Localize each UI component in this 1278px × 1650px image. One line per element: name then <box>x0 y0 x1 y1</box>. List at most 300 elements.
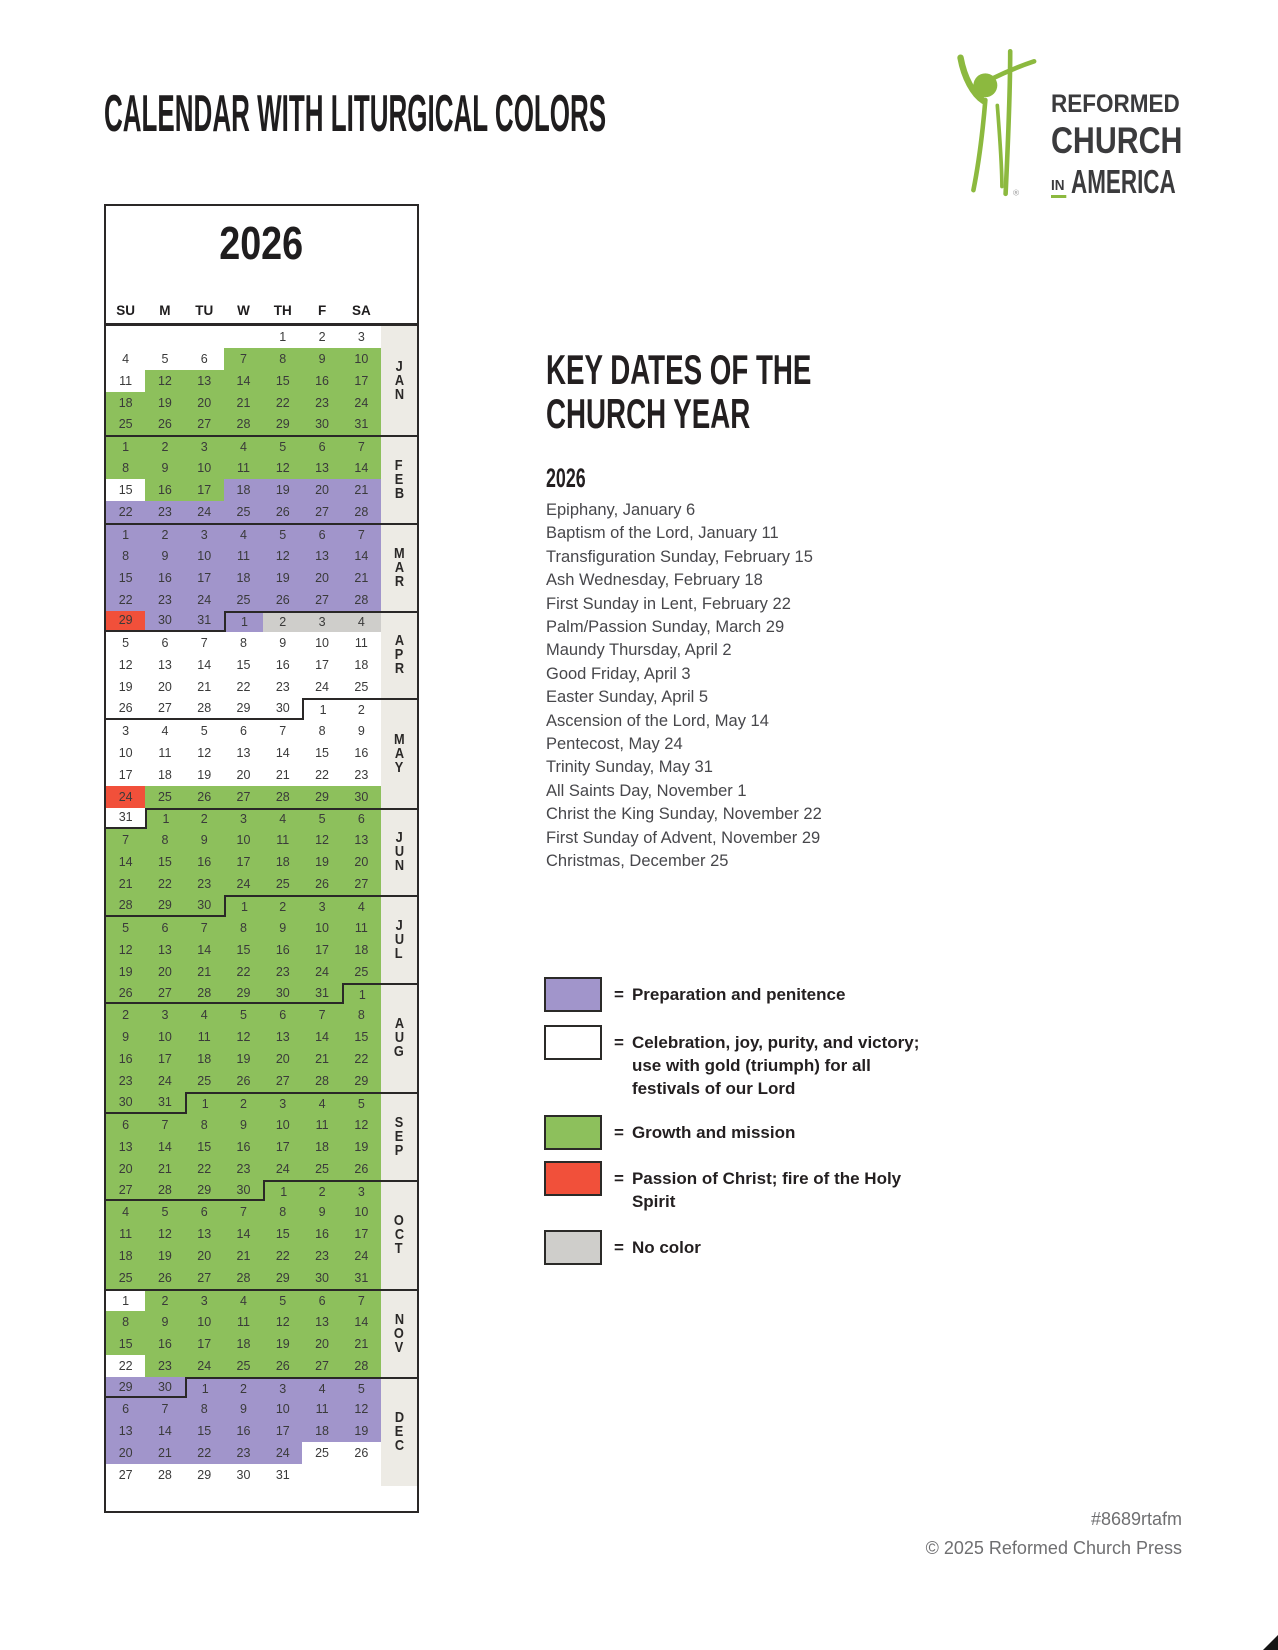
day-cell: 11 <box>342 632 381 654</box>
day-cell: 15 <box>263 1223 302 1245</box>
day-cell: 5 <box>342 1377 381 1399</box>
day-cell: 7 <box>185 917 224 939</box>
day-cell: 12 <box>263 1311 302 1333</box>
day-cell: 28 <box>342 501 381 523</box>
day-cell: 8 <box>106 457 145 479</box>
day-cell: 25 <box>224 589 263 611</box>
legend-label: Passion of Christ; fire of the Holy Spirit <box>631 1169 902 1211</box>
day-cell: 26 <box>342 1442 381 1464</box>
day-cell: 22 <box>224 961 263 983</box>
day-cell: 20 <box>263 1048 302 1070</box>
month-letter: J <box>395 829 403 847</box>
day-cell: 17 <box>342 370 381 392</box>
empty-day-cell <box>145 326 184 348</box>
day-cell: 24 <box>185 1355 224 1377</box>
month-letter: E <box>394 1127 404 1145</box>
day-cell: 10 <box>185 545 224 567</box>
day-cell: 16 <box>224 1420 263 1442</box>
day-cell: 24 <box>185 589 224 611</box>
day-cell: 28 <box>342 1355 381 1377</box>
day-cell: 2 <box>263 895 302 917</box>
day-cell: 18 <box>263 851 302 873</box>
day-cell: 20 <box>145 961 184 983</box>
day-cell: 7 <box>263 720 302 742</box>
day-cell: 21 <box>342 1333 381 1355</box>
day-cell: 20 <box>302 479 341 501</box>
day-cell: 28 <box>302 1070 341 1092</box>
empty-day-cell <box>302 1464 341 1486</box>
day-cell: 18 <box>145 764 184 786</box>
day-cell: 25 <box>224 501 263 523</box>
day-cell: 23 <box>106 1070 145 1092</box>
day-cell: 15 <box>224 939 263 961</box>
key-date-item: Trinity Sunday, May 31 <box>546 758 713 777</box>
day-cell: 26 <box>302 873 341 895</box>
day-cell: 20 <box>342 851 381 873</box>
day-cell: 9 <box>145 1311 184 1333</box>
day-cell: 8 <box>145 829 184 851</box>
day-cell: 5 <box>185 720 224 742</box>
day-cell: 2 <box>342 698 381 720</box>
day-cell: 29 <box>302 786 341 808</box>
day-cell: 16 <box>342 742 381 764</box>
day-cell: 26 <box>106 983 145 1005</box>
day-cell: 18 <box>342 654 381 676</box>
month-letter: P <box>394 646 404 664</box>
day-cell: 8 <box>185 1398 224 1420</box>
legend-item-n <box>544 1230 964 1265</box>
day-cell: 8 <box>342 1004 381 1026</box>
legend-label: Preparation and penitence <box>631 985 846 1004</box>
day-cell: 6 <box>145 917 184 939</box>
day-cell: 2 <box>302 326 341 348</box>
day-cell: 9 <box>224 1398 263 1420</box>
day-cell: 29 <box>106 1377 145 1399</box>
month-letter: N <box>394 385 404 403</box>
day-cell: 24 <box>263 1158 302 1180</box>
month-label-oct <box>381 1180 417 1289</box>
day-cell: 19 <box>106 961 145 983</box>
day-cell: 14 <box>342 545 381 567</box>
day-cell: 10 <box>302 917 341 939</box>
day-cell: 25 <box>342 676 381 698</box>
day-cell: 16 <box>302 370 341 392</box>
day-cell: 24 <box>185 501 224 523</box>
rca-figure-cross-icon <box>955 48 1047 198</box>
month-label-jul <box>381 895 417 983</box>
day-cell: 28 <box>145 1180 184 1202</box>
day-cell: 23 <box>302 1245 341 1267</box>
day-cell: 3 <box>302 895 341 917</box>
day-cell: 30 <box>106 1092 145 1114</box>
day-cell: 16 <box>302 1223 341 1245</box>
day-cell: 6 <box>302 523 341 545</box>
month-letter: C <box>394 1226 404 1244</box>
day-cell: 16 <box>145 1333 184 1355</box>
day-cell: 26 <box>263 1355 302 1377</box>
legend-swatch <box>544 1161 602 1196</box>
day-cell: 1 <box>106 523 145 545</box>
day-cell: 22 <box>106 589 145 611</box>
day-cell: 13 <box>106 1420 145 1442</box>
month-letter: P <box>394 1141 404 1159</box>
day-cell: 13 <box>145 939 184 961</box>
day-cell: 31 <box>342 414 381 436</box>
day-cell: 8 <box>302 720 341 742</box>
day-cell: 11 <box>342 917 381 939</box>
day-cell: 7 <box>342 523 381 545</box>
day-cell: 27 <box>185 414 224 436</box>
month-letter: E <box>394 471 404 489</box>
day-cell: 20 <box>224 764 263 786</box>
day-cell: 26 <box>106 698 145 720</box>
day-cell: 23 <box>145 501 184 523</box>
day-cell: 19 <box>106 676 145 698</box>
day-cell: 8 <box>106 1311 145 1333</box>
month-letter: A <box>394 371 404 389</box>
day-cell: 17 <box>145 1048 184 1070</box>
day-cell: 21 <box>263 764 302 786</box>
day-cell: 22 <box>185 1442 224 1464</box>
day-cell: 6 <box>342 808 381 830</box>
day-cell: 2 <box>145 435 184 457</box>
key-dates-year <box>546 464 1006 492</box>
rca-logo-text <box>1051 90 1225 198</box>
day-cell: 19 <box>224 1048 263 1070</box>
day-cell: 3 <box>185 523 224 545</box>
legend-label: No color <box>631 1238 701 1257</box>
day-cell: 31 <box>302 983 341 1005</box>
month-letter: V <box>394 1338 404 1356</box>
month-label-aug <box>381 983 417 1092</box>
day-cell: 24 <box>342 1245 381 1267</box>
day-cell: 13 <box>106 1136 145 1158</box>
day-cell: 25 <box>106 414 145 436</box>
month-letter: O <box>394 1324 404 1342</box>
day-cell: 20 <box>302 567 341 589</box>
legend-swatch <box>544 1115 602 1150</box>
day-cell: 26 <box>263 501 302 523</box>
day-cell: 3 <box>302 611 341 633</box>
day-cell: 23 <box>145 589 184 611</box>
day-cell: 10 <box>185 457 224 479</box>
empty-day-cell <box>106 326 145 348</box>
month-letter: M <box>393 730 405 748</box>
day-cell: 3 <box>185 1289 224 1311</box>
day-cell: 8 <box>224 917 263 939</box>
legend <box>544 977 964 1278</box>
key-dates-heading-line1: KEY DATES OF THE <box>546 346 812 393</box>
day-cell: 4 <box>224 1289 263 1311</box>
day-cell: 28 <box>224 414 263 436</box>
calendar-header <box>106 206 417 326</box>
month-letter: A <box>394 632 404 650</box>
day-cell: 6 <box>106 1398 145 1420</box>
legend-label: Growth and mission <box>631 1123 796 1142</box>
calendar-grid <box>106 326 417 1486</box>
day-cell: 5 <box>263 523 302 545</box>
day-cell: 2 <box>145 523 184 545</box>
day-cell: 21 <box>302 1048 341 1070</box>
day-cell: 24 <box>342 392 381 414</box>
day-cell: 1 <box>145 808 184 830</box>
calendar-year-text: 2026 <box>219 217 304 269</box>
month-label-nov <box>381 1289 417 1377</box>
day-cell: 11 <box>224 545 263 567</box>
month-label-may <box>381 698 417 807</box>
day-cell: 7 <box>342 1289 381 1311</box>
day-cell: 4 <box>302 1377 341 1399</box>
day-cell: 10 <box>224 829 263 851</box>
day-cell: 30 <box>263 983 302 1005</box>
day-cell: 27 <box>302 1355 341 1377</box>
day-cell: 4 <box>224 523 263 545</box>
day-cell: 27 <box>106 1464 145 1486</box>
day-cell: 27 <box>224 786 263 808</box>
day-cell: 26 <box>224 1070 263 1092</box>
day-cell: 19 <box>342 1420 381 1442</box>
legend-swatch <box>544 977 602 1012</box>
day-cell: 5 <box>263 1289 302 1311</box>
day-cell: 4 <box>263 808 302 830</box>
footer-copyright: © 2025 Reformed Church Press <box>925 1538 1182 1558</box>
day-cell: 22 <box>263 392 302 414</box>
day-cell: 24 <box>263 1442 302 1464</box>
day-cell: 29 <box>263 414 302 436</box>
logo-in-text: IN <box>1051 177 1066 198</box>
key-dates-list <box>546 499 1006 874</box>
month-letter: F <box>395 457 403 475</box>
month-letter: O <box>394 1212 404 1230</box>
day-cell: 1 <box>224 895 263 917</box>
day-cell: 4 <box>106 1201 145 1223</box>
day-cell: 23 <box>302 392 341 414</box>
day-cell: 1 <box>263 326 302 348</box>
month-letter: G <box>394 1043 404 1061</box>
day-cell: 4 <box>224 435 263 457</box>
key-dates-panel <box>546 348 1006 874</box>
day-cell: 18 <box>224 479 263 501</box>
day-cell: 20 <box>302 1333 341 1355</box>
key-date-item: First Sunday in Lent, February 22 <box>546 594 791 613</box>
day-cell: 11 <box>185 1026 224 1048</box>
day-cell: 5 <box>342 1092 381 1114</box>
key-date-item: All Saints Day, November 1 <box>546 781 747 800</box>
day-cell: 1 <box>224 611 263 633</box>
day-cell: 14 <box>145 1420 184 1442</box>
day-cell: 18 <box>302 1136 341 1158</box>
day-cell: 5 <box>302 808 341 830</box>
day-cell: 24 <box>302 961 341 983</box>
day-cell: 26 <box>145 414 184 436</box>
day-cell: 23 <box>224 1158 263 1180</box>
day-cell: 14 <box>224 1223 263 1245</box>
month-label-apr <box>381 611 417 699</box>
day-cell: 19 <box>263 567 302 589</box>
day-cell: 25 <box>224 1355 263 1377</box>
day-cell: 10 <box>302 632 341 654</box>
day-cell: 19 <box>145 1245 184 1267</box>
month-letter: J <box>395 357 403 375</box>
day-cell: 22 <box>302 764 341 786</box>
day-cell: 5 <box>263 435 302 457</box>
day-cell: 3 <box>263 1092 302 1114</box>
day-cell: 30 <box>342 786 381 808</box>
equals-sign: = <box>614 1033 624 1052</box>
equals-sign: = <box>614 1169 624 1188</box>
day-cell: 29 <box>263 1267 302 1289</box>
month-letter: U <box>394 1029 404 1047</box>
day-cell: 17 <box>302 654 341 676</box>
month-letter: D <box>394 1409 404 1427</box>
day-cell: 24 <box>145 1070 184 1092</box>
day-cell: 25 <box>145 786 184 808</box>
day-cell: 8 <box>185 1114 224 1136</box>
key-date-item: Pentecost, May 24 <box>546 735 683 754</box>
day-cell: 10 <box>342 1201 381 1223</box>
day-cell: 27 <box>106 1180 145 1202</box>
day-header: M <box>159 302 171 318</box>
day-cell: 9 <box>145 457 184 479</box>
day-cell: 19 <box>302 851 341 873</box>
day-cell: 25 <box>185 1070 224 1092</box>
day-cell: 16 <box>106 1048 145 1070</box>
day-cell: 7 <box>185 632 224 654</box>
legend-item-p <box>544 977 964 1012</box>
day-cell: 1 <box>185 1377 224 1399</box>
key-date-item: Transfiguration Sunday, February 15 <box>546 547 813 566</box>
day-cell: 2 <box>145 1289 184 1311</box>
day-cell: 21 <box>145 1442 184 1464</box>
legend-item-w <box>544 1025 964 1100</box>
day-cell: 3 <box>185 435 224 457</box>
day-cell: 27 <box>145 698 184 720</box>
day-cell: 24 <box>106 786 145 808</box>
day-cell: 6 <box>185 1201 224 1223</box>
key-date-item: Epiphany, January 6 <box>546 501 696 519</box>
day-cell: 27 <box>342 873 381 895</box>
day-cell: 13 <box>224 742 263 764</box>
month-letter: A <box>394 1015 404 1033</box>
key-date-item: Christmas, December 25 <box>546 852 729 871</box>
day-cell: 11 <box>106 370 145 392</box>
day-cell: 12 <box>145 1223 184 1245</box>
day-cell: 12 <box>263 545 302 567</box>
day-cell: 27 <box>145 983 184 1005</box>
day-cell: 12 <box>263 457 302 479</box>
day-cell: 21 <box>185 676 224 698</box>
day-cell: 12 <box>224 1026 263 1048</box>
key-dates-heading <box>546 348 1006 436</box>
day-cell: 6 <box>302 1289 341 1311</box>
rca-logo <box>955 48 1225 198</box>
day-cell: 4 <box>185 1004 224 1026</box>
day-cell: 17 <box>342 1223 381 1245</box>
key-dates-heading-line2: CHURCH YEAR <box>546 390 751 437</box>
day-cell: 10 <box>145 1026 184 1048</box>
empty-day-cell <box>224 326 263 348</box>
day-cell: 1 <box>106 1289 145 1311</box>
logo-line-in-america <box>1051 165 1225 198</box>
day-cell: 9 <box>224 1114 263 1136</box>
day-cell: 9 <box>302 348 341 370</box>
day-cell: 15 <box>185 1420 224 1442</box>
day-cell: 12 <box>302 829 341 851</box>
day-cell: 29 <box>185 1464 224 1486</box>
day-cell: 31 <box>263 1464 302 1486</box>
day-cell: 3 <box>342 326 381 348</box>
day-cell: 11 <box>106 1223 145 1245</box>
day-cell: 6 <box>302 435 341 457</box>
day-cell: 9 <box>263 632 302 654</box>
day-cell: 18 <box>106 392 145 414</box>
day-cell: 22 <box>185 1158 224 1180</box>
day-cell: 26 <box>263 589 302 611</box>
day-cell: 15 <box>106 479 145 501</box>
day-cell: 16 <box>263 939 302 961</box>
day-cell: 31 <box>145 1092 184 1114</box>
page-title-text: CALENDAR WITH LITURGICAL COLORS <box>104 85 607 143</box>
day-cell: 1 <box>263 1180 302 1202</box>
day-cell: 20 <box>106 1158 145 1180</box>
day-cell: 20 <box>185 1245 224 1267</box>
empty-day-cell <box>342 1464 381 1486</box>
day-cell: 21 <box>224 1245 263 1267</box>
month-label-sep <box>381 1092 417 1180</box>
day-cell: 17 <box>263 1136 302 1158</box>
day-cell: 19 <box>342 1136 381 1158</box>
footer <box>926 1505 1182 1563</box>
month-label-feb <box>381 435 417 523</box>
day-cell: 19 <box>185 764 224 786</box>
legend-label: Celebration, joy, purity, and victory; use with gold (triumph) for all festivals of our Lord <box>631 1033 920 1098</box>
day-cell: 25 <box>342 961 381 983</box>
day-cell: 22 <box>224 676 263 698</box>
day-cell: 7 <box>342 435 381 457</box>
day-cell: 20 <box>185 392 224 414</box>
day-cell: 30 <box>224 1180 263 1202</box>
day-cell: 29 <box>224 983 263 1005</box>
month-letter: L <box>395 944 403 962</box>
day-cell: 16 <box>263 654 302 676</box>
legend-swatch <box>544 1230 602 1265</box>
day-cell: 28 <box>263 786 302 808</box>
day-cell: 30 <box>263 698 302 720</box>
day-cell: 14 <box>106 851 145 873</box>
day-cell: 2 <box>302 1180 341 1202</box>
day-header: W <box>237 302 250 318</box>
month-letter: B <box>394 485 404 503</box>
day-cell: 17 <box>302 939 341 961</box>
day-cell: 8 <box>224 632 263 654</box>
day-cell: 22 <box>263 1245 302 1267</box>
day-cell: 11 <box>224 457 263 479</box>
day-cell: 9 <box>263 917 302 939</box>
day-cell: 19 <box>145 392 184 414</box>
calendar <box>104 204 419 1513</box>
day-cell: 31 <box>106 808 145 830</box>
day-cell: 15 <box>224 654 263 676</box>
day-cell: 14 <box>342 457 381 479</box>
day-cell: 29 <box>342 1070 381 1092</box>
month-letter: N <box>394 857 404 875</box>
month-label-jun <box>381 808 417 896</box>
day-cell: 13 <box>263 1026 302 1048</box>
day-cell: 11 <box>302 1398 341 1420</box>
day-cell: 4 <box>342 611 381 633</box>
day-cell: 12 <box>342 1114 381 1136</box>
calendar-day-headers <box>106 297 417 326</box>
